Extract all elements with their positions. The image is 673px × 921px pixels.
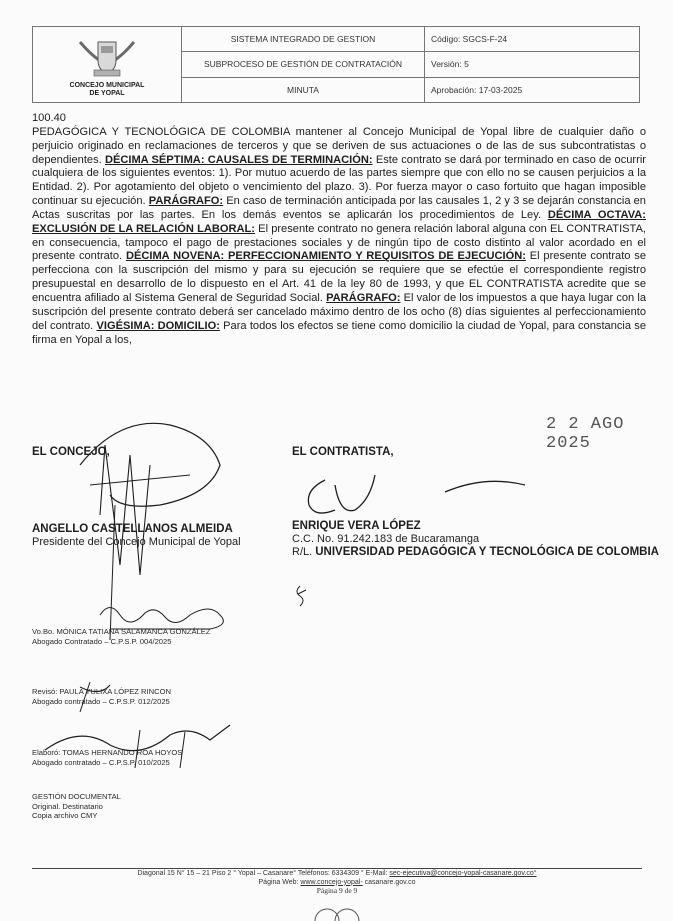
clause-18-heading: DÉCIMA OCTAVA: EXCLUSIÓN DE LA RELACIÓN LABORAL: (32, 208, 646, 235)
document-type: MINUTA (182, 77, 425, 102)
clause-17-heading: DÉCIMA SÉPTIMA: CAUSALES DE TERMINACIÓN: (104, 153, 373, 166)
clause-text: Este contrato se dará por terminado en caso de ocurrir cualquiera de los siguientes eventos: 1). Por mutuo acuerdo de las partes siempre que con ello no se causen perjuicios a la Entidad. 2). Por agotamiento del objeto o vencimiento del plazo. 3). Por fuerza mayor o caso fortuito que hagan imposible continuar su ejecución. (32, 153, 646, 208)
contractor-signatory-name: ENRIQUE VERA LÓPEZ (292, 520, 421, 532)
reviewer-signature-icon (60, 677, 120, 717)
logo-name-line2: DE YOPAL (89, 90, 125, 97)
initials-mark-icon (292, 582, 312, 608)
footer-divider (32, 868, 642, 869)
date-stamp: 2 2 AGO 2025 (546, 415, 625, 453)
clause-19-heading: DÉCIMA NOVENA: PERFECCIONAMIENTO Y REQUISITOS DE EJECUCIÓN: (125, 250, 526, 263)
document-code: Código: SGCS-F-24 (425, 27, 640, 52)
contractor-representative (292, 546, 662, 559)
vobo-signature-icon (90, 595, 250, 635)
doc-mgmt-original: Original. Destinatario (32, 801, 103, 811)
logo-name-line1: CONCEJO MUNICIPAL (69, 82, 145, 89)
approval-date: Aprobación: 17-03-2025 (425, 77, 640, 102)
logo-cell (33, 27, 182, 103)
subprocess-name: SUBPROCESO DE GESTIÓN DE CONTRATACIÓN (182, 52, 425, 77)
footer-seal-icon (313, 904, 363, 921)
council-label: EL CONCEJO, (32, 446, 110, 458)
vobo-name: Vo.Bo. MÓNICA TATIANA SALAMANCA GONZÁLEZ (32, 627, 211, 636)
reviewer-name: Revisó: PAULA YULIXA LÓPEZ RINCON (32, 687, 171, 696)
clause-text: PEDAGÓGICA Y TECNOLÓGICA DE COLOMBIA mantener al Concejo Municipal de Yopal libre de cualquier daño o perjuicio originado en reclamaciones de terceros y que se deriven de sus actuaciones o de las de sus subcontratistas o dependientes. (32, 125, 646, 166)
drafter-signature-icon (40, 720, 240, 770)
page-marker: 100.40 (32, 112, 66, 124)
page-footer (32, 870, 642, 896)
clause-20-heading: VIGÉSIMA: DOMICILIO: (96, 319, 220, 332)
vobo-role: Abogado Contratado – C.P.S.P. 004/2025 (32, 636, 172, 646)
doc-mgmt-title: GESTIÓN DOCUMENTAL (32, 792, 121, 801)
paragraph-heading: PARÁGRAFO: (148, 195, 224, 208)
clause-text: El presente contrato se perfecciona con la suscripción del mismo y para su ejecución se requiere que se efectúe el correspondiente registro presupuestal en desarrollo de lo dispuesto en el Art. 41 de la ley 80 de 1993, y que EL CONTRATISTA acredite que se encuentra afiliado al Sistema General de Seguridad Social. (32, 250, 646, 304)
reviewer-role: Abogado contratado – C.P.S.P. 012/2025 (32, 696, 170, 706)
drafter-role: Abogado contratado – C.P.S.P. 010/2025 (32, 757, 170, 767)
municipal-seal-icon (72, 36, 142, 80)
council-signatory-name: ANGELLO CASTELLANOS ALMEIDA (32, 523, 233, 535)
footer-web-link[interactable]: www.concejo-yopal- (300, 878, 363, 886)
clause-text: El presente contrato no genera relación laboral alguna con EL CONTRATISTA, en consecuencia, tampoco el pago de prestaciones sociales y de ningún tipo de costo distinto al valor acordado en el presente contrato. (32, 222, 646, 263)
footer-address: Diagonal 15 N° 15 – 21 Piso 2 ° Yopal – Casanare° Teléfonos: 6334309 ° E-Mail: (137, 870, 390, 877)
document-version: Versión: 5 (425, 52, 640, 77)
document-header (32, 26, 640, 103)
doc-mgmt-copy: Copia archivo CMY (32, 811, 98, 820)
page-number: Página 9 de 9 (316, 886, 358, 895)
footer-web-suffix: casanare.gov.co (362, 878, 416, 886)
footer-web-prefix: Página Web: (258, 878, 301, 886)
clause-text: En caso de terminación anticipada por las causales 1, 2 y 3 se dejarán constancia en Actas suscritas por las partes. En los demás eventos se aplicarán los procedimientos de Ley. (32, 195, 646, 221)
drafter-name: Elaboró: TOMAS HERNANDO ROA HOYOS (32, 748, 183, 757)
clause-text: El valor de los impuestos a que haya lugar con la suscripción del presente contrato deberá ser cancelado máximo dentro de los ocho (8) días siguientes al perfeccionamiento del contrato. (32, 291, 646, 332)
paragraph-heading: PARÁGRAFO: (326, 291, 401, 304)
contractor-signature-icon (295, 470, 555, 530)
contract-clauses (32, 126, 646, 348)
council-signatory-role: Presidente del Concejo Municipal de Yopal (32, 536, 241, 548)
contractor-label: EL CONTRATISTA, (292, 446, 394, 458)
document-management (32, 792, 121, 821)
footer-contact (32, 870, 642, 879)
university-name: UNIVERSIDAD PEDAGÓGICA Y TECNOLÓGICA DE COLOMBIA (315, 546, 659, 558)
contract-body (32, 112, 646, 347)
contractor-id: C.C. No. 91.242.183 de Bucaramanga (292, 533, 480, 545)
system-name: SISTEMA INTEGRADO DE GESTION (182, 27, 425, 52)
footer-email-link[interactable]: sec-ejecutiva@concejo-yopal-casanare.gov.co° (389, 870, 537, 877)
rl-prefix: R/L. (292, 546, 316, 558)
clause-text: Para todos los efectos se tiene como domicilio la ciudad de Yopal, para constancia se firma en Yopal a los, (32, 319, 647, 346)
